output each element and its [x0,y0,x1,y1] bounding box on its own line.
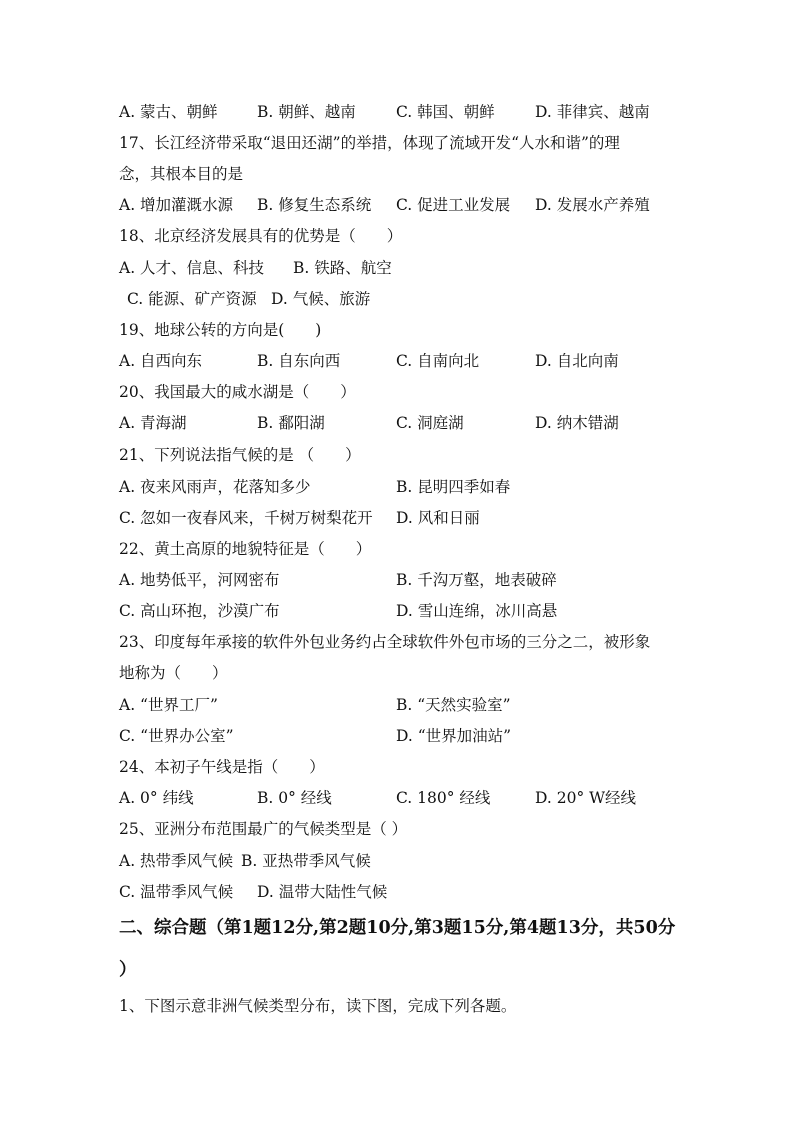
option-a: A. 自西向东 [119,352,203,370]
option-c: C. 忽如一夜春风来，千树万树梨花开 [119,509,373,527]
option-d: D. 纳木错湖 [535,414,619,432]
section-2-question-1-stem: 1、下图示意非洲气候类型分布，读下图，完成下列各题。 [119,997,517,1015]
option-c: C. 温带季风气候 [119,883,234,901]
option-b: B. 修复生态系统 [257,196,372,214]
option-a: A. 0° 纬线 [119,789,194,807]
section-2-title-line2: ） [119,960,137,980]
option-d: D. 风和日丽 [396,509,480,527]
option-d: D. “世界加油站” [396,727,512,745]
option-d: D. 自北向南 [535,352,619,370]
option-b: B. 鄱阳湖 [257,414,325,432]
option-d: D. 雪山连绵，冰川高悬 [396,602,558,620]
option-d: D. 温带大陆性气候 [257,883,388,901]
option-b: B. 昆明四季如春 [396,478,511,496]
question-24-stem: 24、本初子午线是指（ ） [119,758,325,776]
question-20-stem: 20、我国最大的咸水湖是（ ） [119,383,356,401]
option-b: B. 千沟万壑，地表破碎 [396,571,557,589]
option-a: A. 青海湖 [119,414,187,432]
option-d: D. 气候、旅游 [271,290,371,308]
option-a: A. 热带季风气候 [119,852,234,870]
option-b: B. 朝鲜、越南 [257,103,356,121]
option-a: A. 夜来风雨声，花落知多少 [119,478,311,496]
option-c: C. 自南向北 [396,352,480,370]
question-25-stem: 25、亚洲分布范围最广的气候类型是（ ） [119,820,408,838]
option-a: A. 增加灌溉水源 [119,196,234,214]
option-b: B. 铁路、航空 [293,259,392,277]
option-c: C. 高山环抱，沙漠广布 [119,602,280,620]
option-d: D. 发展水产养殖 [535,196,650,214]
question-22-stem: 22、黄土高原的地貌特征是（ ） [119,540,372,558]
option-c: C. 促进工业发展 [396,196,511,214]
option-a: A. 蒙古、朝鲜 [119,103,218,121]
option-d: D. 菲律宾、越南 [535,103,650,121]
option-a: A. “世界工厂” [119,696,218,714]
option-c: C. “世界办公室” [119,727,234,745]
question-23-stem-line2: 地称为（ ） [119,664,228,682]
option-b: B. 亚热带季风气候 [241,852,371,870]
option-a: A. 地势低平，河网密布 [119,571,280,589]
option-b: B. 自东向西 [257,352,341,370]
section-2-title-line1: 二、综合题（第1题12分,第2题10分,第3题15分,第4题13分，共50分 [119,918,676,938]
option-c: C. 洞庭湖 [396,414,464,432]
option-c: C. 能源、矿产资源 [127,290,257,308]
question-23-stem-line1: 23、印度每年承接的软件外包业务约占全球软件外包市场的三分之二，被形象 [119,633,651,651]
option-c: C. 韩国、朝鲜 [396,103,495,121]
option-d: D. 20° W经线 [535,789,637,807]
question-17-stem-line1: 17、长江经济带采取“退田还湖”的举措，体现了流域开发“人水和谐”的理 [119,134,620,152]
option-a: A. 人才、信息、科技 [119,259,265,277]
option-b: B. 0° 经线 [257,789,332,807]
question-17-stem-line2: 念，其根本目的是 [119,165,244,183]
question-18-stem: 18、北京经济发展具有的优势是（ ） [119,227,403,245]
question-21-stem: 21、下列说法指气候的是 （ ） [119,446,361,464]
question-19-stem: 19、地球公转的方向是( ) [119,321,322,339]
option-b: B. “天然实验室” [396,696,511,714]
option-c: C. 180° 经线 [396,789,491,807]
